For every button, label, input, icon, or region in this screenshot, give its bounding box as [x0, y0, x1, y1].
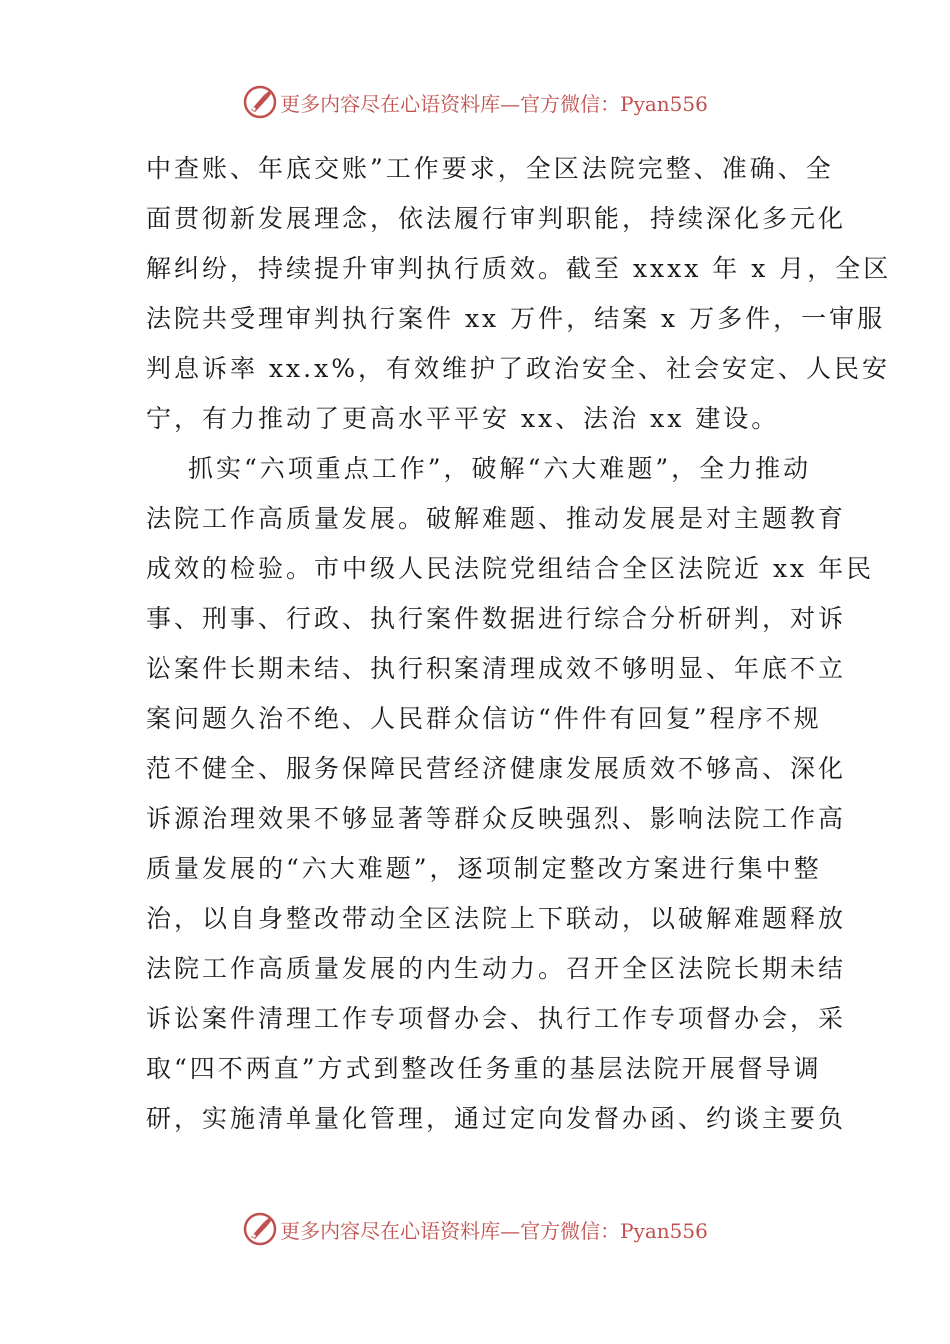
text-line: 解纠纷，持续提升审判执行质效。截至 xxxx 年 x 月，全区: [146, 254, 892, 283]
pen-nib-logo-icon: [242, 1211, 278, 1247]
text-line: 判息诉率 xx.x%，有效维护了政治安全、社会安定、人民安: [146, 354, 890, 383]
text-line: 法院工作高质量发展的内生动力。召开全区法院长期未结: [146, 954, 847, 983]
text-line: 法院工作高质量发展。破解难题、推动发展是对主题教育: [146, 504, 847, 533]
text-line: 宁，有力推动了更高水平平安 xx、法治 xx 建设。: [146, 404, 780, 433]
text-line: 事、刑事、行政、执行案件数据进行综合分析研判，对诉: [146, 604, 847, 633]
footer-banner: [0, 1207, 950, 1251]
text-line: 诉讼案件清理工作专项督办会、执行工作专项督办会，采: [146, 1004, 847, 1033]
text-line: 研，实施清单量化管理，通过定向发督办函、约谈主要负: [146, 1104, 847, 1133]
banner-text: 更多内容尽在心语资料库—官方微信：Pyan556: [280, 91, 708, 116]
paragraph-start-line: 抓实“六项重点工作”，破解“六大难题”，全力推动: [188, 454, 812, 483]
text-line: 中查账、年底交账”工作要求，全区法院完整、准确、全: [146, 154, 834, 183]
text-line: 成效的检验。市中级人民法院党组结合全区法院近 xx 年民: [146, 554, 875, 583]
text-line: 治，以自身整改带动全区法院上下联动，以破解难题释放: [146, 904, 847, 933]
text-line: 法院共受理审判执行案件 xx 万件，结案 x 万多件，一审服: [146, 304, 886, 333]
text-line: 诉源治理效果不够显著等群众反映强烈、影响法院工作高: [146, 804, 847, 833]
text-line: 范不健全、服务保障民营经济健康发展质效不够高、深化: [146, 754, 847, 783]
text-line: 讼案件长期未结、执行积案清理成效不够明显、年底不立: [146, 654, 847, 683]
text-line: 质量发展的“六大难题”，逐项制定整改方案进行集中整: [146, 854, 822, 883]
header-banner: [0, 80, 950, 124]
pen-nib-logo-icon: [242, 84, 278, 120]
text-line: 取“四不两直”方式到整改任务重的基层法院开展督导调: [146, 1054, 822, 1083]
text-line: 案问题久治不绝、人民群众信访“件件有回复”程序不规: [146, 704, 822, 733]
banner-text: 更多内容尽在心语资料库—官方微信：Pyan556: [280, 1218, 708, 1243]
text-line: 面贯彻新发展理念，依法履行审判职能，持续深化多元化: [146, 204, 847, 233]
document-body: [146, 144, 892, 1144]
